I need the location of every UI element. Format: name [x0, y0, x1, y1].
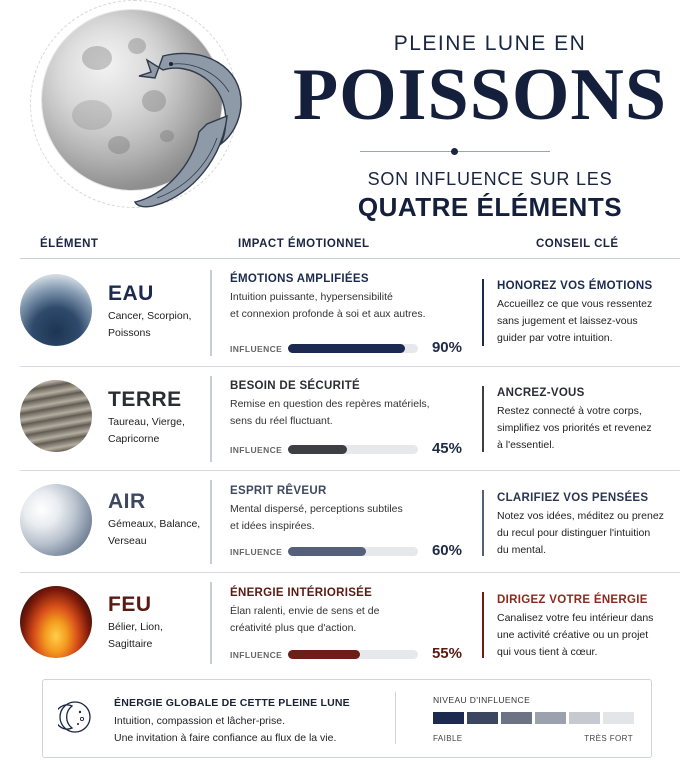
- divider-dot: [451, 148, 458, 155]
- column-divider: [210, 582, 212, 664]
- influence-percent: 55%: [431, 645, 462, 662]
- advice-line-1: Restez connecté à votre corps,: [497, 405, 642, 417]
- element-row-eau: [20, 262, 680, 366]
- element-row-feu: [20, 572, 680, 672]
- influence-label: INFLUENCE: [230, 650, 283, 660]
- subtitle-line-1: SON INFLUENCE SUR LES: [367, 169, 613, 189]
- advice-line-1: Notez vos idées, méditez ou prenez: [497, 510, 664, 522]
- column-divider: [210, 480, 212, 564]
- scale-segment-5: [569, 712, 600, 724]
- influence-bar: [288, 344, 418, 353]
- column-divider: [210, 376, 212, 462]
- element-name: EAU: [108, 282, 154, 305]
- influence-scale-title: NIVEAU D'INFLUENCE: [433, 695, 531, 705]
- scale-segment-1: [433, 712, 464, 724]
- impact-line-1: Mental dispersé, perceptions subtiles: [230, 503, 403, 515]
- moon-phase-icon: [58, 700, 92, 734]
- summary-text: [114, 713, 336, 747]
- element-name: AIR: [108, 490, 146, 513]
- influence-bar-fill: [288, 445, 347, 454]
- impact-text: [230, 396, 460, 430]
- advice-text: [497, 610, 677, 661]
- advice-line-1: Accueillez ce que vous ressentez: [497, 298, 653, 310]
- advice-accent-bar: [482, 386, 484, 452]
- summary-box: [42, 679, 652, 758]
- impact-text: [230, 603, 460, 637]
- advice-title: HONOREZ VOS ÉMOTIONS: [497, 280, 653, 292]
- subtitle-line-2: QUATRE ÉLÉMENTS: [357, 192, 623, 222]
- title-main: POISSONS: [292, 54, 668, 136]
- impact-title: ÉMOTIONS AMPLIFIÉES: [230, 273, 369, 285]
- impact-title: ESPRIT RÊVEUR: [230, 485, 327, 497]
- influence-bar: [288, 650, 418, 659]
- hero-illustration: [28, 6, 258, 206]
- impact-title: ÉNERGIE INTÉRIORISÉE: [230, 587, 373, 599]
- scale-low-label: FAIBLE: [433, 734, 463, 743]
- impact-line-2: créativité plus que d'action.: [230, 622, 357, 634]
- advice-title: DIRIGEZ VOTRE ÉNERGIE: [497, 594, 648, 606]
- element-signs: [108, 414, 218, 448]
- impact-line-1: Élan ralenti, envie de sens et de: [230, 605, 380, 617]
- column-header-impact: IMPACT ÉMOTIONNEL: [238, 238, 370, 250]
- advice-accent-bar: [482, 592, 484, 658]
- header-rule: [20, 258, 680, 259]
- summary-divider: [395, 692, 396, 744]
- pisces-fish-icon: [133, 46, 263, 216]
- advice-line-2: sans jugement et laissez-vous: [497, 315, 638, 327]
- scale-segment-4: [535, 712, 566, 724]
- element-signs: [108, 516, 218, 550]
- impact-title: BESOIN DE SÉCURITÉ: [230, 380, 361, 392]
- summary-line-1: Intuition, compassion et lâcher-prise.: [114, 715, 285, 727]
- scale-segment-3: [501, 712, 532, 724]
- element-signs: [108, 308, 218, 342]
- column-header-element: ÉLÉMENT: [40, 238, 99, 250]
- fire-flame-image: [20, 586, 92, 658]
- impact-line-2: et connexion profonde à soi et aux autres.: [230, 308, 426, 320]
- column-divider: [210, 270, 212, 356]
- signs-line-1: Cancer, Scorpion,: [108, 310, 192, 322]
- impact-text: [230, 289, 460, 323]
- influence-bar: [288, 547, 418, 556]
- signs-line-2: Sagittaire: [108, 638, 153, 650]
- signs-line-2: Capricorne: [108, 433, 160, 445]
- impact-text: [230, 501, 460, 535]
- title-line-1: PLEINE LUNE EN: [393, 32, 587, 55]
- impact-line-2: et idées inspirées.: [230, 520, 315, 532]
- signs-line-1: Taureau, Vierge,: [108, 416, 185, 428]
- advice-line-3: guider par votre intuition.: [497, 332, 613, 344]
- summary-line-2: Une invitation à faire confiance au flux de la vie.: [114, 732, 337, 744]
- advice-accent-bar: [482, 490, 484, 556]
- advice-text: [497, 296, 677, 347]
- influence-bar-fill: [288, 650, 360, 659]
- influence-percent: 90%: [431, 339, 462, 356]
- influence-percent: 60%: [431, 542, 462, 559]
- scale-high-label: TRÈS FORT: [584, 734, 633, 743]
- summary-title: ÉNERGIE GLOBALE DE CETTE PLEINE LUNE: [114, 697, 350, 709]
- advice-line-2: simplifiez vos priorités et revenez: [497, 422, 652, 434]
- advice-text: [497, 403, 677, 454]
- advice-title: ANCREZ-VOUS: [497, 387, 585, 399]
- influence-bar-fill: [288, 547, 366, 556]
- scale-segment-6: [603, 712, 634, 724]
- signs-line-1: Gémeaux, Balance,: [108, 518, 201, 530]
- advice-line-3: à l'essentiel.: [497, 439, 555, 451]
- impact-line-1: Remise en question des repères matériels,: [230, 398, 430, 410]
- advice-text: [497, 508, 677, 559]
- advice-line-3: qui vous tient à cœur.: [497, 646, 598, 658]
- signs-line-2: Verseau: [108, 535, 147, 547]
- influence-bar-fill: [288, 344, 405, 353]
- influence-label: INFLUENCE: [230, 344, 283, 354]
- advice-line-1: Canalisez votre feu intérieur dans: [497, 612, 654, 624]
- influence-scale: [433, 712, 634, 724]
- impact-line-2: sens du réel fluctuant.: [230, 415, 333, 427]
- element-name: FEU: [108, 593, 152, 616]
- influence-bar: [288, 445, 418, 454]
- element-signs: [108, 619, 218, 653]
- element-row-air: [20, 470, 680, 572]
- signs-line-1: Bélier, Lion,: [108, 621, 163, 633]
- advice-line-2: du recul pour distinguer l'intuition: [497, 527, 651, 539]
- advice-accent-bar: [482, 279, 484, 346]
- earth-rock-image: [20, 380, 92, 452]
- water-wave-image: [20, 274, 92, 346]
- element-name: TERRE: [108, 388, 182, 411]
- air-cloud-image: [20, 484, 92, 556]
- element-row-terre: [20, 366, 680, 470]
- scale-segment-2: [467, 712, 498, 724]
- advice-line-2: une activité créative ou un projet: [497, 629, 649, 641]
- column-header-advice: CONSEIL CLÉ: [536, 238, 619, 250]
- influence-label: INFLUENCE: [230, 445, 283, 455]
- influence-percent: 45%: [431, 440, 462, 457]
- signs-line-2: Poissons: [108, 327, 151, 339]
- impact-line-1: Intuition puissante, hypersensibilité: [230, 291, 393, 303]
- advice-line-3: du mental.: [497, 544, 547, 556]
- advice-title: CLARIFIEZ VOS PENSÉES: [497, 492, 649, 504]
- influence-label: INFLUENCE: [230, 547, 283, 557]
